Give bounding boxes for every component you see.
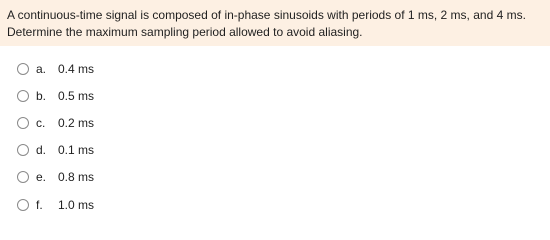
option-label[interactable]: 0.8 ms bbox=[58, 170, 95, 185]
option-label[interactable]: 1.0 ms bbox=[58, 197, 95, 212]
option-label[interactable]: 0.4 ms bbox=[58, 61, 95, 76]
question-line-2: Determine the maximum sampling period allowed to avoid aliasing. bbox=[7, 25, 363, 39]
answer-option-d[interactable] bbox=[0, 137, 550, 164]
radio-button-e[interactable] bbox=[17, 171, 29, 183]
radio-button-c[interactable] bbox=[17, 117, 29, 129]
answer-option-b[interactable] bbox=[0, 82, 550, 109]
radio-button-d[interactable] bbox=[17, 144, 29, 156]
answer-options bbox=[0, 55, 550, 218]
answer-option-c[interactable] bbox=[0, 109, 550, 136]
radio-button-a[interactable] bbox=[17, 63, 29, 75]
radio-button-b[interactable] bbox=[17, 90, 29, 102]
option-label[interactable]: 0.1 ms bbox=[58, 143, 95, 158]
option-label[interactable]: 0.2 ms bbox=[58, 115, 95, 130]
question-text bbox=[7, 7, 547, 41]
option-letter: d. bbox=[36, 143, 47, 158]
answer-option-a[interactable] bbox=[0, 55, 550, 82]
option-letter: c. bbox=[36, 115, 46, 130]
option-letter: f. bbox=[36, 197, 43, 212]
question-panel bbox=[0, 0, 550, 46]
option-label[interactable]: 0.5 ms bbox=[58, 88, 95, 103]
answer-option-f[interactable] bbox=[0, 191, 550, 218]
radio-button-f[interactable] bbox=[17, 199, 29, 211]
answer-option-e[interactable] bbox=[0, 164, 550, 191]
option-letter: a. bbox=[36, 61, 47, 76]
option-letter: b. bbox=[36, 88, 47, 103]
question-line-1: A continuous-time signal is composed of in-phase sinusoids with periods of 1 ms, 2 ms, and 4 ms. bbox=[7, 8, 526, 22]
option-letter: e. bbox=[36, 170, 47, 185]
